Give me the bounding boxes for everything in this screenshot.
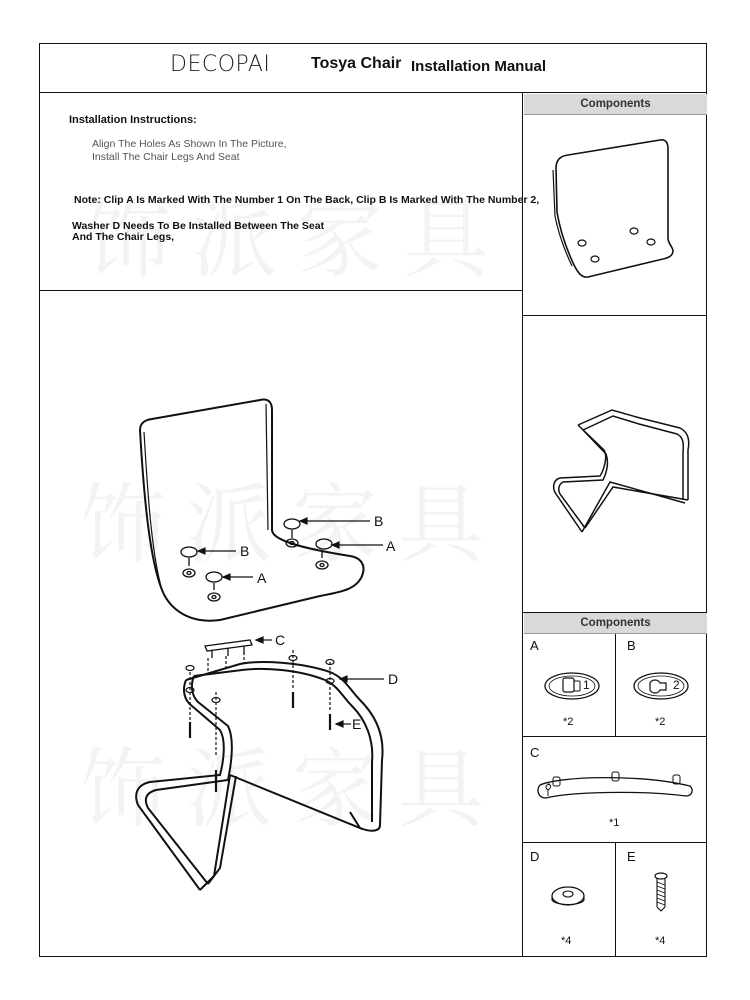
clip-a-mark: 1 [583,678,590,692]
instruction-step: Align The Holes As Shown In The Picture, [92,138,287,150]
callout-a-upper: A [386,538,396,554]
callout-b-upper: B [374,513,384,529]
instruction-step: Install The Chair Legs And Seat [92,151,240,163]
callout-c: C [275,632,286,648]
part-a-qty: *2 [563,716,574,728]
part-c-letter: C [530,745,540,760]
product-title: Tosya Chair [311,55,402,72]
part-e-qty: *4 [655,935,666,947]
components-header: Components [524,94,707,115]
part-a-letter: A [530,638,539,653]
part-d-qty: *4 [561,935,572,947]
manual-subtitle: Installation Manual [411,58,547,75]
part-e-letter: E [627,849,636,864]
parts-header: Components [524,613,707,634]
callout-e: E [352,716,362,732]
part-d-letter: D [530,849,540,864]
callout-a-lower: A [257,570,267,586]
part-b-letter: B [627,638,636,653]
callout-b-lower: B [240,543,250,559]
callout-d: D [388,671,399,687]
washer-note: Washer D Needs To Be Installed Between The Seat [72,220,325,232]
brand-logo: DECOPAI [170,52,271,77]
part-b-qty: *2 [655,716,666,728]
part-c-qty: *1 [609,817,620,829]
clip-b-mark: 2 [673,678,680,692]
washer-note: And The Chair Legs, [72,231,175,243]
instructions-heading: Installation Instructions: [69,114,197,126]
clip-note: Note: Clip A Is Marked With The Number 1 On The Back, Clip B Is Marked With The Number 2, [74,194,540,206]
